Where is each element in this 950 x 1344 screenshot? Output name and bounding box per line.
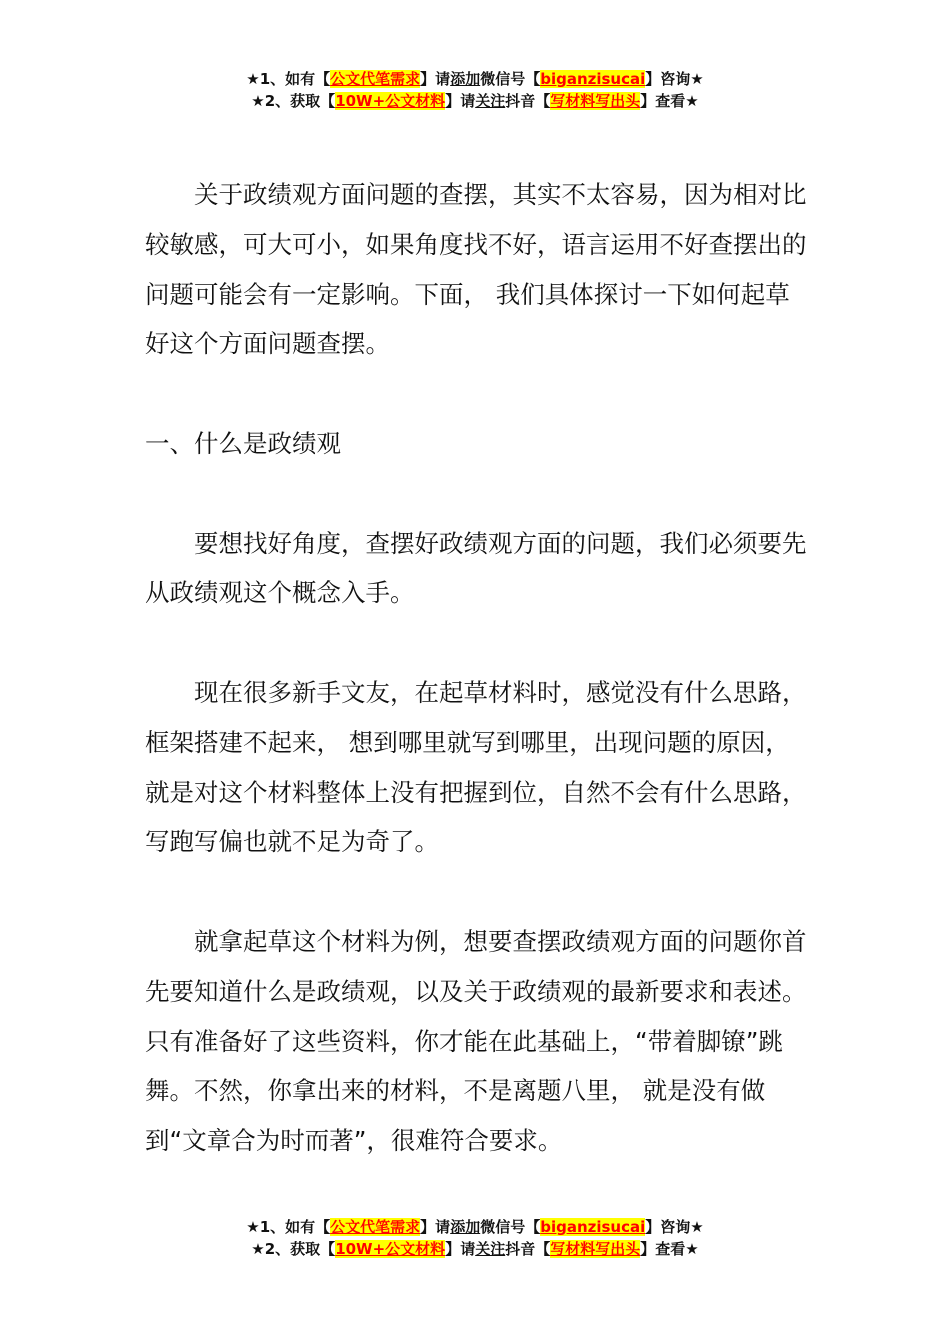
header-banner — [0, 68, 950, 112]
banner-highlight: biganzisucai — [540, 70, 646, 88]
paragraph: 现在很多新手文友，在起草材料时，感觉没有什么思路，框架搭建不起来， 想到哪里就写到哪里，出现问题的原因，就是对这个材料整体上没有把握到位，自然不会有什么思路，写跑写偏也就不足为奇了。 — [145, 677, 807, 857]
banner-text: 】查看★ — [640, 1240, 699, 1258]
paragraph: 就拿起草这个材料为例，想要查摆政绩观方面的问题你首先要知道什么是政绩观，以及关于政绩观的最新要求和表述。只有准备好了这些资料，你才能在此基础上，“带着脚镣”跳舞。不然，你拿出来的材料，不是离题八里， 就是没有做到“文章合为时而著”，很难符合要求。 — [145, 926, 807, 1156]
paragraph: 要想找好角度，查摆好政绩观方面的问题，我们必须要先从政绩观这个概念入手。 — [145, 528, 807, 608]
section-heading: 一、什么是政绩观 — [145, 428, 341, 458]
banner-emphasis: 添加 — [450, 1218, 481, 1236]
banner-line-2 — [0, 1238, 950, 1260]
banner-highlight: biganzisucai — [540, 1218, 646, 1236]
banner-text: 微信号【 — [480, 70, 541, 88]
spacer — [145, 369, 807, 419]
banner-text: 抖音【 — [505, 92, 551, 110]
banner-highlight: 写材料写出头 — [550, 92, 641, 110]
banner-text: ★1、如有【 — [246, 70, 331, 88]
banner-text: 抖音【 — [505, 1240, 551, 1258]
banner-line-1 — [0, 1216, 950, 1238]
banner-emphasis: 关注 — [475, 1240, 506, 1258]
banner-text: 】查看★ — [640, 92, 699, 110]
banner-text: 】请 — [445, 92, 476, 110]
banner-highlight: 公文代笔需求 — [330, 1218, 421, 1236]
banner-text: ★1、如有【 — [246, 1218, 331, 1236]
banner-text: 】请 — [420, 1218, 451, 1236]
banner-text: 】咨询★ — [645, 1218, 704, 1236]
banner-text: 】请 — [420, 70, 451, 88]
banner-emphasis: 关注 — [475, 92, 506, 110]
banner-text: 】咨询★ — [645, 70, 704, 88]
banner-emphasis: 添加 — [450, 70, 481, 88]
banner-text: 微信号【 — [480, 1218, 541, 1236]
spacer — [145, 867, 807, 917]
banner-line-1 — [0, 68, 950, 90]
document-body — [145, 170, 807, 1166]
banner-highlight: 写材料写出头 — [550, 1240, 641, 1258]
spacer — [145, 469, 807, 519]
banner-highlight: 10W+公文材料 — [335, 92, 446, 110]
banner-text: ★2、获取【 — [251, 1240, 336, 1258]
footer-banner — [0, 1216, 950, 1260]
banner-text: 】请 — [445, 1240, 476, 1258]
banner-line-2 — [0, 90, 950, 112]
paragraph: 关于政绩观方面问题的查摆，其实不太容易，因为相对比较敏感，可大可小，如果角度找不好，语言运用不好查摆出的问题可能会有一定影响。下面， 我们具体探讨一下如何起草好这个方面问题查摆。 — [145, 180, 807, 359]
spacer — [145, 618, 807, 668]
banner-text: ★2、获取【 — [251, 92, 336, 110]
banner-highlight: 10W+公文材料 — [335, 1240, 446, 1258]
banner-highlight: 公文代笔需求 — [330, 70, 421, 88]
